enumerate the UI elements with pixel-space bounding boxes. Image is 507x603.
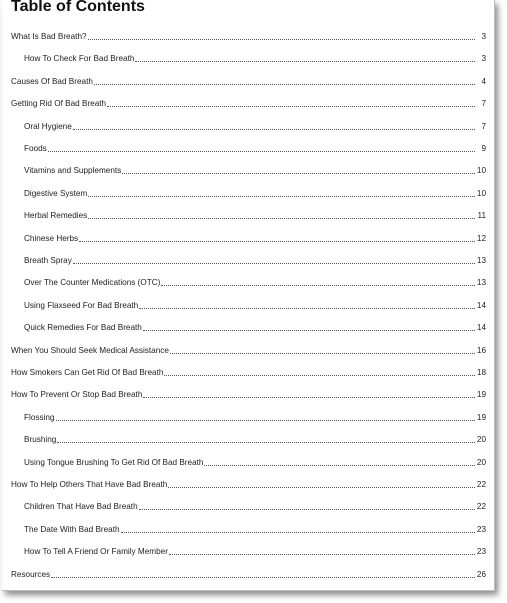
toc-page-number: 12 [476, 233, 486, 243]
toc-entry[interactable] [2, 120, 486, 132]
toc-page-number: 14 [476, 323, 486, 333]
toc-entry-label: Brushing [24, 435, 57, 445]
toc-entry[interactable] [2, 523, 486, 535]
toc-page-number: 16 [476, 345, 486, 355]
toc-entry[interactable] [2, 187, 486, 199]
toc-entry-label: Chinese Herbs [24, 233, 79, 243]
toc-page-number: 23 [476, 547, 486, 557]
toc-page-number: 3 [481, 54, 486, 64]
toc-page-number: 20 [476, 457, 486, 467]
toc-entry[interactable] [2, 344, 486, 356]
dot-leader [88, 38, 475, 40]
dot-leader [139, 307, 475, 309]
toc-entry[interactable] [2, 75, 486, 87]
toc-entry-label: Flossing [24, 412, 55, 422]
dot-leader [135, 60, 475, 62]
dot-leader [88, 217, 475, 219]
dot-leader [168, 486, 475, 488]
toc-entry[interactable] [2, 568, 486, 580]
toc-entry[interactable] [2, 97, 486, 109]
dot-leader [107, 105, 475, 107]
toc-entry-label: How To Help Others That Have Bad Breath [11, 480, 168, 489]
dot-leader [170, 352, 475, 354]
toc-entry-label: The Date With Bad Breath [24, 524, 120, 534]
toc-entry[interactable] [2, 299, 486, 311]
toc-entry-label: Quick Remedies For Bad Breath [24, 323, 142, 333]
page-title: Table of Contents [11, 0, 145, 15]
toc-entry-label: Digestive System [24, 188, 88, 198]
toc-page-number: 22 [476, 480, 486, 489]
toc-page-number: 11 [477, 211, 486, 221]
toc-entry-label: Foods [24, 144, 47, 153]
dot-leader [94, 83, 475, 85]
dot-leader [204, 464, 475, 466]
toc-entry-label: How To Check For Bad Breath [24, 54, 135, 64]
toc-entry[interactable] [2, 478, 486, 490]
dot-leader [79, 240, 475, 242]
toc-entry-label: Getting Rid Of Bad Breath [11, 99, 107, 109]
dot-leader [51, 576, 475, 578]
toc-entry[interactable] [2, 500, 486, 512]
toc-page-number: 10 [476, 188, 486, 198]
toc-entry[interactable] [2, 209, 486, 221]
dot-leader [169, 553, 475, 555]
toc-page-number: 13 [476, 256, 486, 265]
dot-leader [56, 419, 476, 421]
toc-entry[interactable] [2, 30, 486, 42]
dot-leader [88, 195, 475, 197]
toc-entry[interactable] [2, 142, 486, 154]
toc-page-number: 20 [476, 435, 486, 445]
toc-page-number: 23 [476, 524, 486, 534]
toc-entry-label: Resources [11, 569, 51, 579]
toc-page-number: 19 [476, 390, 486, 400]
toc-entry-label: Over The Counter Medications (OTC) [24, 278, 161, 288]
dot-leader [121, 531, 475, 533]
toc-entry[interactable] [2, 321, 486, 333]
toc-page-number: 3 [481, 32, 486, 41]
dot-leader [164, 374, 475, 376]
toc-page-number: 22 [476, 502, 486, 512]
toc-entry[interactable] [2, 433, 486, 445]
toc-entry[interactable] [2, 52, 486, 64]
document-page [2, 0, 495, 591]
toc-entry-label: How To Prevent Or Stop Bad Breath [11, 390, 143, 400]
toc-entry[interactable] [2, 254, 486, 266]
dot-leader [161, 284, 475, 286]
toc-page-number: 4 [481, 76, 486, 86]
toc-entry-label: Using Flaxseed For Bad Breath [24, 300, 139, 310]
toc-entry[interactable] [2, 366, 486, 378]
toc-page-number: 19 [476, 412, 486, 422]
dot-leader [57, 441, 475, 443]
toc-entry[interactable] [2, 545, 486, 557]
toc-entry-label: Causes Of Bad Breath [11, 76, 93, 86]
toc-entry-label: Vitamins and Supplements [24, 166, 122, 176]
toc-page-number: 9 [481, 144, 486, 153]
toc-page-number: 26 [476, 569, 486, 579]
toc-entry-label: Herbal Remedies [24, 211, 88, 221]
toc-entry-label: How Smokers Can Get Rid Of Bad Breath [11, 368, 164, 377]
toc-page-number: 13 [476, 278, 486, 288]
toc-page-number: 7 [481, 99, 486, 109]
toc-entry[interactable] [2, 164, 486, 176]
toc-page-number: 14 [476, 300, 486, 310]
dot-leader [73, 128, 475, 130]
toc-entry[interactable] [2, 276, 486, 288]
dot-leader [143, 329, 475, 331]
toc-entry-label: Oral Hygiene [24, 121, 72, 131]
dot-leader [139, 508, 475, 510]
dot-leader [73, 262, 475, 264]
dot-leader [122, 172, 475, 174]
dot-leader [143, 396, 475, 398]
toc-page-number: 7 [481, 121, 486, 131]
toc-page-number: 18 [476, 368, 486, 377]
toc-entry[interactable] [2, 232, 486, 244]
toc-page-number: 10 [476, 166, 486, 176]
toc-entry-label: Breath Spray [24, 256, 72, 265]
dot-leader [48, 150, 475, 152]
toc-entry-label: Children That Have Bad Breath [24, 502, 138, 512]
toc-entry[interactable] [2, 411, 486, 423]
toc-entry-label: What Is Bad Breath? [11, 32, 87, 41]
toc-entry-label: When You Should Seek Medical Assistance [11, 345, 169, 355]
toc-entry-label: Using Tongue Brushing To Get Rid Of Bad Breath [24, 457, 204, 467]
toc-entry[interactable] [2, 388, 486, 400]
toc-entry[interactable] [2, 456, 486, 468]
toc-entry-label: How To Tell A Friend Or Family Member [24, 547, 168, 557]
